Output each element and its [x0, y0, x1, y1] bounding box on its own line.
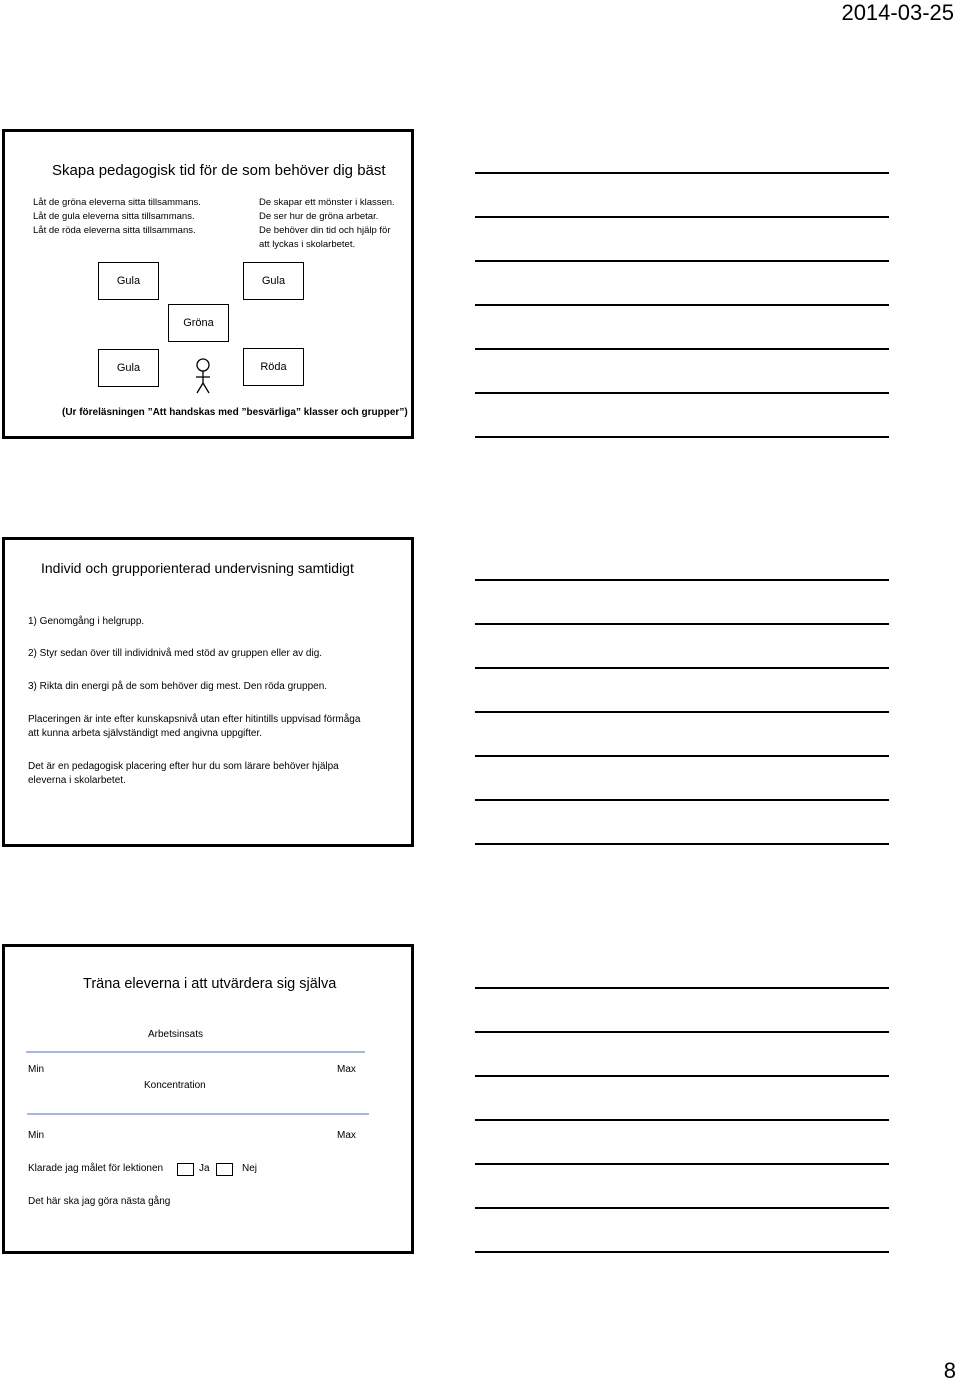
- note-line: [475, 172, 889, 174]
- note-line: [475, 216, 889, 218]
- page-number: 8: [943, 1358, 956, 1383]
- group-box-gula-bottom-left: Gula: [98, 349, 159, 387]
- no-label: Nej: [242, 1163, 258, 1174]
- note-line: [475, 436, 889, 438]
- note-line: [475, 1075, 889, 1077]
- next-time-label: Det här ska jag göra nästa gång: [28, 1196, 171, 1207]
- slide-1-right-line-2: De ser hur de gröna arbetar.: [259, 211, 379, 222]
- note-line: [475, 579, 889, 581]
- slide-1-left-line-3: Låt de röda eleverna sitta tillsammans.: [33, 225, 196, 236]
- scale-1-line: [26, 1051, 365, 1053]
- yes-checkbox[interactable]: [177, 1163, 194, 1176]
- slide-2-title: Individ och grupporienterad undervisning samtidigt: [41, 560, 354, 576]
- slide-1-left-line-2: Låt de gula eleverna sitta tillsammans.: [33, 211, 195, 222]
- slide-1-caption: (Ur föreläsningen ”Att handskas med ”besvärliga” klasser och grupper”): [62, 407, 408, 418]
- slide-3: [2, 944, 414, 1254]
- slide-2-item-1: 1) Genomgång i helgrupp.: [28, 616, 145, 627]
- slide-1: [2, 129, 414, 439]
- slide-2-paragraph-1-line-2: att kunna arbeta självständigt med angivna uppgifter.: [28, 728, 263, 739]
- note-line: [475, 348, 889, 350]
- note-line: [475, 1163, 889, 1165]
- scale-1-min: Min: [28, 1064, 45, 1075]
- group-box-gula-top-right: Gula: [243, 262, 304, 300]
- teacher-stick-figure-icon: [192, 358, 214, 394]
- slide-1-right-line-4: att lyckas i skolarbetet.: [259, 239, 356, 250]
- slide-2-paragraph-2-line-2: eleverna i skolarbetet.: [28, 775, 126, 786]
- note-line: [475, 1251, 889, 1253]
- slide-1-right-line-1: De skapar ett mönster i klassen.: [259, 197, 395, 208]
- goal-question: Klarade jag målet för lektionen: [28, 1163, 164, 1174]
- slide-2-paragraph-2-line-1: Det är en pedagogisk placering efter hur du som lärare behöver hjälpa: [28, 761, 339, 772]
- scale-2-max: Max: [337, 1130, 356, 1141]
- note-line: [475, 1119, 889, 1121]
- slide-3-title: Träna eleverna i att utvärdera sig själva: [83, 976, 337, 992]
- slide-2-item-2: 2) Styr sedan över till individnivå med stöd av gruppen eller av dig.: [28, 648, 323, 659]
- note-line: [475, 667, 889, 669]
- yes-label: Ja: [199, 1163, 210, 1174]
- scale-1-label: Arbetsinsats: [148, 1029, 204, 1040]
- no-checkbox[interactable]: [216, 1163, 233, 1176]
- slide-1-title: Skapa pedagogisk tid för de som behöver dig bäst: [52, 162, 386, 179]
- group-box-gula-top-left: Gula: [98, 262, 159, 300]
- group-box-roda: Röda: [243, 348, 304, 386]
- note-line: [475, 1031, 889, 1033]
- slide-1-left-line-1: Låt de gröna eleverna sitta tillsammans.: [33, 197, 201, 208]
- note-line: [475, 755, 889, 757]
- note-line: [475, 1207, 889, 1209]
- note-line: [475, 711, 889, 713]
- note-line: [475, 304, 889, 306]
- slide-2-paragraph-1-line-1: Placeringen är inte efter kunskapsnivå utan efter hitintills uppvisad förmåga: [28, 714, 361, 725]
- note-line: [475, 623, 889, 625]
- page-date: 2014-03-25: [841, 0, 954, 25]
- note-line: [475, 843, 889, 845]
- note-line: [475, 260, 889, 262]
- slide-2-item-3: 3) Rikta din energi på de som behöver dig mest. Den röda gruppen.: [28, 681, 328, 692]
- note-line: [475, 799, 889, 801]
- slide-1-right-line-3: De behöver din tid och hjälp för: [259, 225, 391, 236]
- scale-1-max: Max: [337, 1064, 356, 1075]
- note-line: [475, 987, 889, 989]
- scale-2-min: Min: [28, 1130, 45, 1141]
- scale-2-line: [27, 1113, 369, 1115]
- group-box-grona: Gröna: [168, 304, 229, 342]
- note-line: [475, 392, 889, 394]
- slide-2: [2, 537, 414, 847]
- scale-2-label: Koncentration: [144, 1080, 206, 1091]
